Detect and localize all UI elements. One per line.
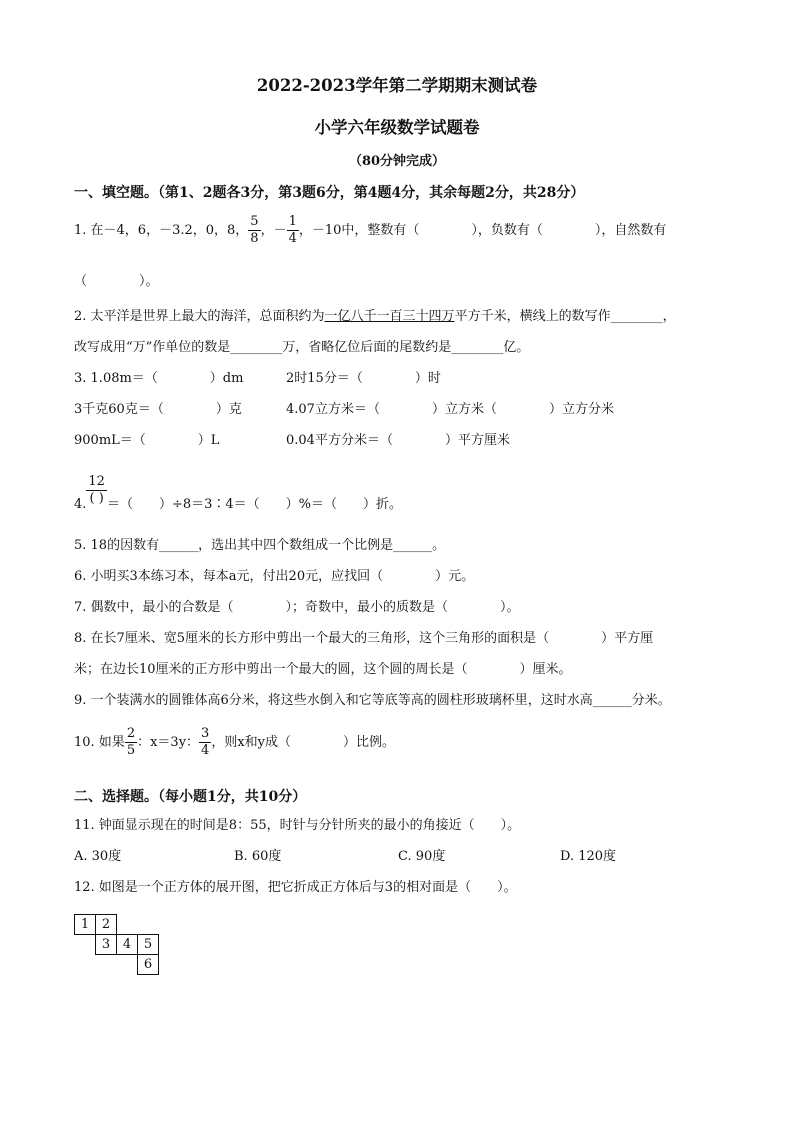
q1-frac2-den: 4 bbox=[288, 231, 297, 246]
q1-mid: ，－ bbox=[260, 223, 287, 238]
question-3d: 4.07立方米＝（ ）立方米（ ）立方分米 bbox=[286, 402, 614, 417]
q11-option-c: C. 90度 bbox=[398, 849, 446, 864]
q10-frac1-num: 2 bbox=[126, 726, 136, 741]
q10-post: ，则x和y成（ ）比例。 bbox=[211, 735, 396, 750]
fraction-12-blank bbox=[86, 474, 107, 507]
net-cell-5: 5 bbox=[138, 935, 159, 955]
net-cell-6: 6 bbox=[138, 955, 159, 975]
net-cell-3: 3 bbox=[96, 935, 117, 955]
q4-post: ＝（ ）÷8＝3∶4＝（ ）%＝（ ）折。 bbox=[106, 497, 403, 512]
q4-frac-num: 12 bbox=[88, 474, 105, 489]
page-subtitle: 小学六年级数学试题卷 bbox=[314, 118, 480, 137]
q11-option-d: D. 120度 bbox=[560, 849, 617, 864]
fraction-5-8 bbox=[248, 214, 260, 247]
question-11: 11. 钟面显示现在的时间是8：55，时针与分针所夹的最小的角接近（ ）。 bbox=[74, 818, 521, 833]
net-cell-4: 4 bbox=[117, 935, 138, 955]
q2-pre: 2. 太平洋是世界上最大的海洋，总面积约为 bbox=[74, 309, 325, 324]
q1-pre: 1. 在－4，6，－3.2，0，8， bbox=[74, 223, 249, 238]
q11-option-b: B. 60度 bbox=[234, 849, 282, 864]
question-2 bbox=[74, 308, 676, 326]
q4-frac-den: ( ) bbox=[86, 490, 107, 507]
question-6: 6. 小明买3本练习本，每本a元，付出20元，应找回（ ）元。 bbox=[74, 569, 475, 584]
q2-post: 平方千米，横线上的数写作________， bbox=[454, 309, 676, 324]
q1-frac2-num: 1 bbox=[288, 214, 297, 229]
page-title: 2022-2023学年第二学期期末测试卷 bbox=[256, 76, 538, 95]
question-3c: 3千克60克＝（ ）克 bbox=[74, 402, 242, 417]
q1-frac1-num: 5 bbox=[250, 214, 259, 229]
fraction-2-5 bbox=[125, 726, 137, 759]
net-cell-1: 1 bbox=[75, 915, 96, 935]
question-3f: 0.04平方分米＝（ ）平方厘米 bbox=[286, 433, 510, 448]
time-note: （80分钟完成） bbox=[348, 154, 446, 169]
cube-net-figure bbox=[74, 914, 159, 975]
question-5: 5. 18的因数有______，选出其中四个数组成一个比例是______。 bbox=[74, 538, 446, 553]
net-cell-2: 2 bbox=[96, 915, 117, 935]
question-12: 12. 如图是一个正方体的展开图，把它折成正方体后与3的相对面是（ ）。 bbox=[74, 880, 517, 895]
question-10 bbox=[74, 726, 395, 759]
q1-post: ，－10中，整数有（ ），负数有（ ），自然数有 bbox=[298, 223, 667, 238]
question-9: 9. 一个装满水的圆锥体高6分米，将这些水倒入和它等底等高的圆柱形玻璃杯里，这时水高______分米。 bbox=[74, 693, 671, 708]
fraction-3-4 bbox=[199, 726, 211, 759]
fraction-1-4 bbox=[287, 214, 299, 247]
question-8-line1: 8. 在长7厘米、宽5厘米的长方形中剪出一个最大的三角形，这个三角形的面积是（ ）平方厘 bbox=[74, 631, 654, 646]
section1-heading: 一、填空题。（第1、2题各3分，第3题6分，第4题4分，其余每题2分，共28分） bbox=[74, 185, 585, 201]
q10-mid: ：x＝3y： bbox=[137, 735, 200, 750]
question-1 bbox=[74, 214, 666, 247]
question-2-line2: 改写成用“万”作单位的数是________万，省略亿位后面的尾数约是________亿。 bbox=[74, 340, 530, 355]
q4-num: 4. bbox=[74, 497, 87, 512]
question-7: 7. 偶数中，最小的合数是（ ）；奇数中，最小的质数是（ ）。 bbox=[74, 600, 520, 615]
q10-frac2-num: 3 bbox=[201, 726, 210, 741]
question-3e: 900mL＝（ ）L bbox=[74, 433, 220, 448]
q10-frac2-den: 4 bbox=[201, 743, 210, 758]
q10-pre: 10. 如果 bbox=[74, 735, 125, 750]
question-3a: 3. 1.08m＝（ ）dm bbox=[74, 371, 244, 386]
question-3b: 2时15分＝（ ）时 bbox=[286, 371, 441, 386]
q1-frac1-den: 8 bbox=[250, 231, 259, 246]
question-1-line2: （ ）。 bbox=[74, 274, 159, 289]
question-4 bbox=[74, 474, 402, 514]
q10-frac1-den: 5 bbox=[126, 743, 136, 758]
q2-underlined: 一亿八千一百三十四万 bbox=[324, 309, 455, 324]
section2-heading: 二、选择题。（每小题1分，共10分） bbox=[74, 789, 307, 805]
question-8-line2: 米；在边长10厘米的正方形中剪出一个最大的圆，这个圆的周长是（ ）厘米。 bbox=[74, 662, 572, 677]
q11-option-a: A. 30度 bbox=[74, 849, 122, 864]
